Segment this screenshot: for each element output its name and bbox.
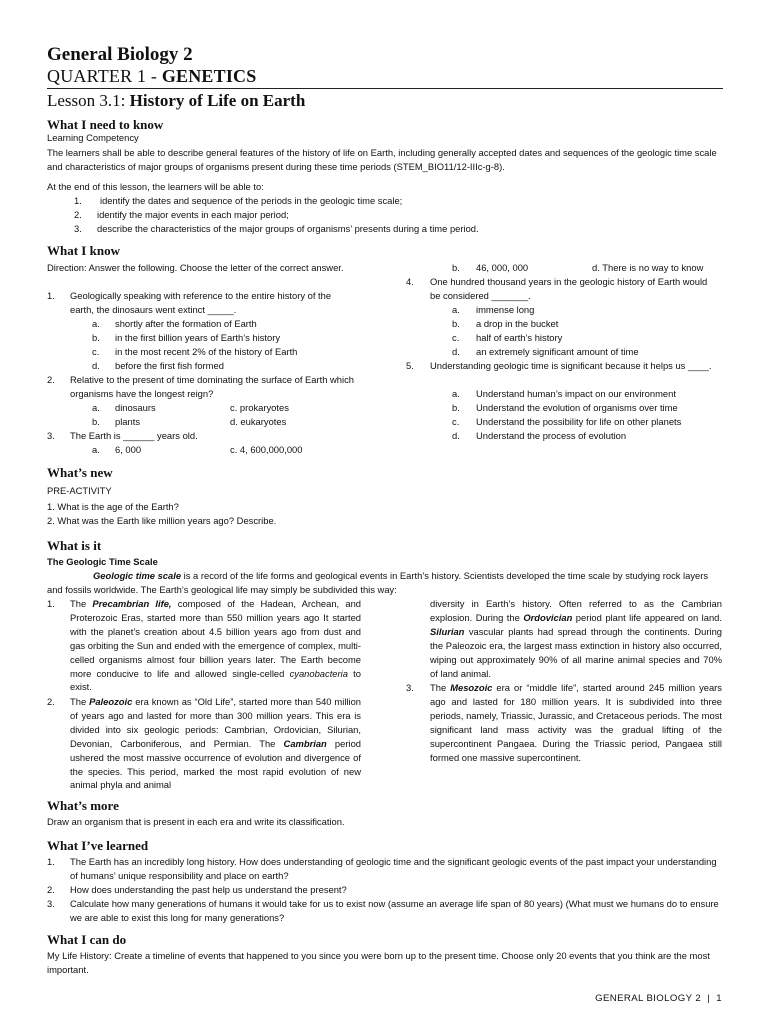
section-heading-ive-learned: What I’ve learned: [47, 838, 149, 853]
header-divider: [47, 88, 723, 89]
learning-competency-label: Learning Competency: [47, 132, 139, 143]
option-text: before the first fish formed: [115, 360, 224, 371]
footer-separator: |: [707, 993, 711, 1004]
objective-item: identify the major events in each major period;: [97, 209, 289, 220]
lesson-title: History of Life on Earth: [129, 91, 306, 110]
geologic-time-scale-subheading: The Geologic Time Scale: [47, 556, 158, 567]
pre-activity-label: PRE-ACTIVITY: [47, 485, 112, 496]
option-text: Understand human’s impact on our environment: [476, 388, 676, 399]
question-stem: Relative to the present of time dominating the surface of Earth which organisms have the longest reign?: [70, 374, 355, 399]
option-letter: c.: [452, 416, 460, 427]
learned-number: 1.: [47, 856, 55, 867]
option-text: in the most recent 2% of the history of Earth: [115, 346, 298, 357]
option-text: Understand the possibility for life on other planets: [476, 416, 682, 427]
geologic-term: Geologic time scale: [93, 570, 182, 581]
question-stem: One hundred thousand years in the geologic history of Earth would be considered _______.: [430, 276, 708, 301]
question-stem: Understanding geologic time is significant because it helps us ____.: [430, 360, 712, 371]
option-text: Understand the evolution of organisms over time: [476, 402, 678, 413]
option-letter: b.: [92, 332, 100, 343]
page-number: 1: [716, 993, 722, 1004]
section-heading-what-i-can-do: What I can do: [47, 932, 127, 947]
pre-activity-question: 2. What was the Earth like million years ago? Describe.: [47, 515, 277, 526]
lesson-prefix: Lesson 3.1:: [47, 91, 130, 110]
objective-item: identify the dates and sequence of the periods in the geologic time scale;: [100, 195, 403, 206]
option-letter: c.: [92, 346, 100, 357]
precambrian-paragraph: The Precambrian life, composed of the Hadean, Archean, and Proterozoic Eras, started more than 550 million years ago It started with the planet’s creation about 4.5 billion years ago from dust and gas orbiting the Sun and ended with the emergence of complex, multi-celled organisms almost four billion years later. The Earth become more conducive to life and allowed single-celled cyanobacteria to exist.: [70, 598, 362, 693]
learned-number: 3.: [47, 898, 55, 909]
objective-number: 1.: [74, 195, 82, 206]
option-text: a drop in the bucket: [476, 318, 559, 329]
option-text: d. There is no way to know: [592, 262, 704, 273]
option-letter: b.: [452, 402, 460, 413]
quarter-line: [47, 66, 256, 87]
option-text: 6, 000: [115, 444, 142, 455]
option-text: 46, 000, 000: [476, 262, 529, 273]
section-heading-whats-more: What’s more: [47, 798, 119, 813]
option-text: d. eukaryotes: [230, 416, 287, 427]
option-text: in the first billion years of Earth’s history: [115, 332, 281, 343]
mesozoic-paragraph: The Mesozoic era or “middle life”, started around 245 million years ago and lasted for 180 million years. It is subdivided into three periods, namely, Triassic, Jurassic, and Cretaceous periods. The most significant land mass activity was the gradual lifting of the supercontinent Pangaea. During the Triassic period, Pangaea still formed one massive supercontinent.: [430, 682, 722, 763]
quarter-topic: GENETICS: [161, 66, 257, 86]
option-letter: d.: [92, 360, 100, 371]
era-number: 2.: [47, 696, 55, 707]
era-number: 1.: [47, 598, 55, 609]
objective-item: describe the characteristics of the major groups of organisms’ presents during a time period.: [97, 223, 479, 234]
option-letter: d.: [452, 346, 460, 357]
section-heading-what-is-it: What is it: [47, 538, 102, 553]
learned-number: 2.: [47, 884, 55, 895]
section-heading-whats-new: What’s new: [47, 465, 113, 480]
lesson-title-line: [47, 91, 305, 111]
option-text: c. 4, 600,000,000: [230, 444, 303, 455]
question-number: 2.: [47, 374, 55, 385]
era-number: 3.: [406, 682, 414, 693]
question-stem: Geologically speaking with reference to the entire history of the earth, the dinosaurs went extinct _____.: [70, 290, 332, 315]
question-number: 4.: [406, 276, 414, 287]
quiz-direction: Direction: Answer the following. Choose the letter of the correct answer.: [47, 262, 344, 273]
paleozoic-paragraph: The Paleozoic era known as “Old Life”, started more than 540 million of years ago and lasted for more than 300 million years. This era is divided into six geologic periods: Cambrian, Ordovician, Silurian, Devonian, Carboniferous, and Permian. The Cambrian period ushered the most massive occurrence of evolution and divergence of the species. This period, marked the most rapid evolution of new animal phyla and animal: [70, 696, 361, 791]
section-heading-need-to-know: What I need to know: [47, 117, 164, 132]
learned-item: How does understanding the past help us understand the present?: [70, 884, 347, 895]
option-text: half of earth’s history: [476, 332, 563, 343]
option-text: Understand the process of evolution: [476, 430, 627, 441]
geologic-intro-paragraph: Geologic time scale is a record of the life forms and geological events in Earth’s history. Scientists developed the time scale by studying rock layers and fossils worldwide. The Earth’s geological life may simply be subdivided this way:: [47, 570, 709, 595]
whats-more-text: Draw an organism that is present in each era and write its classification.: [47, 816, 345, 827]
option-letter: d.: [452, 430, 460, 441]
option-text: immense long: [476, 304, 535, 315]
question-number: 1.: [47, 290, 55, 301]
course-title: General Biology 2: [47, 44, 193, 65]
quarter-prefix: QUARTER 1 -: [47, 66, 162, 86]
option-text: an extremely significant amount of time: [476, 346, 639, 357]
objectives-intro: At the end of this lesson, the learners will be able to:: [47, 181, 264, 192]
option-text: dinosaurs: [115, 402, 156, 413]
question-number: 3.: [47, 430, 55, 441]
learned-item: Calculate how many generations of humans it would take for us to exist now (assume an average life span of 80 years) (What must we humans do to ensure we are able to exist this long for many generations?: [70, 898, 719, 923]
option-letter: b.: [452, 318, 460, 329]
option-text: shortly after the formation of Earth: [115, 318, 257, 329]
option-letter: c.: [452, 332, 460, 343]
option-letter: b.: [452, 262, 460, 273]
pre-activity-question: 1. What is the age of the Earth?: [47, 501, 179, 512]
footer-label: GENERAL BIOLOGY 2: [595, 993, 702, 1004]
option-letter: a.: [452, 388, 460, 399]
option-text: plants: [115, 416, 141, 427]
option-text: c. prokaryotes: [230, 402, 289, 413]
can-do-text: My Life History: Create a timeline of events that happened to you since you were born up to the present time. Choose only 20 events that you think are the most important.: [47, 950, 710, 975]
question-number: 5.: [406, 360, 414, 371]
learned-item: The Earth has an incredibly long history. How does understanding of geologic time and the significant geologic events of the past impact your understanding of humans’ unique responsibility and place on earth?: [70, 856, 717, 881]
option-letter: a.: [92, 444, 100, 455]
option-letter: a.: [92, 402, 100, 413]
option-letter: a.: [92, 318, 100, 329]
objective-number: 3.: [74, 223, 82, 234]
paleozoic-paragraph-continued: diversity in Earth’s history. Often referred to as the Cambrian explosion. During the Ordovician period plant life appeared on land. Silurian vascular plants had spread through the continents. During the Paleozoic era, the largest mass extinction in history also occurred, wiping out approximately 90% of all marine animal species and 70% of land animal.: [430, 598, 722, 679]
question-stem: The Earth is ______ years old.: [70, 430, 198, 441]
competency-text: The learners shall be able to describe general features of the history of life on Earth, including generally accepted dates and sequences of the geologic time scale and characteristics of major groups of organisms present during these time periods (STEM_BIO11/12-IIIc-g-8).: [47, 147, 717, 172]
page-footer: [595, 993, 722, 1004]
option-letter: a.: [452, 304, 460, 315]
section-heading-what-i-know: What I know: [47, 243, 120, 258]
option-letter: b.: [92, 416, 100, 427]
objective-number: 2.: [74, 209, 82, 220]
